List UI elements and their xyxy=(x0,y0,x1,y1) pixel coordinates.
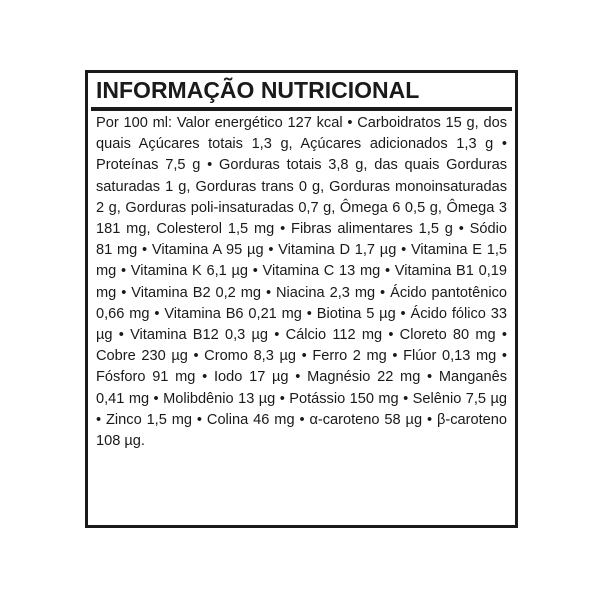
nutrition-title: INFORMAÇÃO NUTRICIONAL xyxy=(96,77,420,103)
nutrition-text: Por 100 ml: Valor energético 127 kcal • Carboidratos 15 g, dos quais Açúcares totais 1,3 g, Açúcares adicionados 1,3 g • Proteínas 7,5 g • Gorduras totais 3,8 g, das quais Gorduras saturadas 1 g, Gorduras trans 0 g, Gorduras monoinsaturadas 2 g, Gorduras poli-insaturadas 0,7 g, Ômega 6 0,5 g, Ômega 3 181 mg, Colesterol 1,5 mg • Fibras alimentares 1,5 g • Sódio 81 mg • Vitamina A 95 µg • Vitamina D 1,7 µg • Vitamina E 1,5 mg • Vitamina K 6,1 µg • Vitamina C 13 mg • Vitamina B1 0,19 mg • Vitamina B2 0,2 mg • Niacina 2,3 mg • Ácido pantotênico 0,66 mg • Vitamina B6 0,21 mg • Biotina 5 µg • Ácido fólico 33 µg • Vitamina B12 0,3 µg • Cálcio 112 mg • Cloreto 80 mg • Cobre 230 µg • Cromo 8,3 µg • Ferro 2 mg • Flúor 0,13 mg • Fósforo 91 mg • Iodo 17 µg • Magnésio 22 mg • Manganês 0,41 mg • Molibdênio 13 µg • Potássio 150 mg • Selênio 7,5 µg • Zinco 1,5 mg • Colina 46 mg • α-caroteno 58 µg • β-caroteno 108 µg. xyxy=(96,115,507,450)
nutrition-facts-panel xyxy=(85,70,518,528)
title-divider xyxy=(91,107,512,111)
